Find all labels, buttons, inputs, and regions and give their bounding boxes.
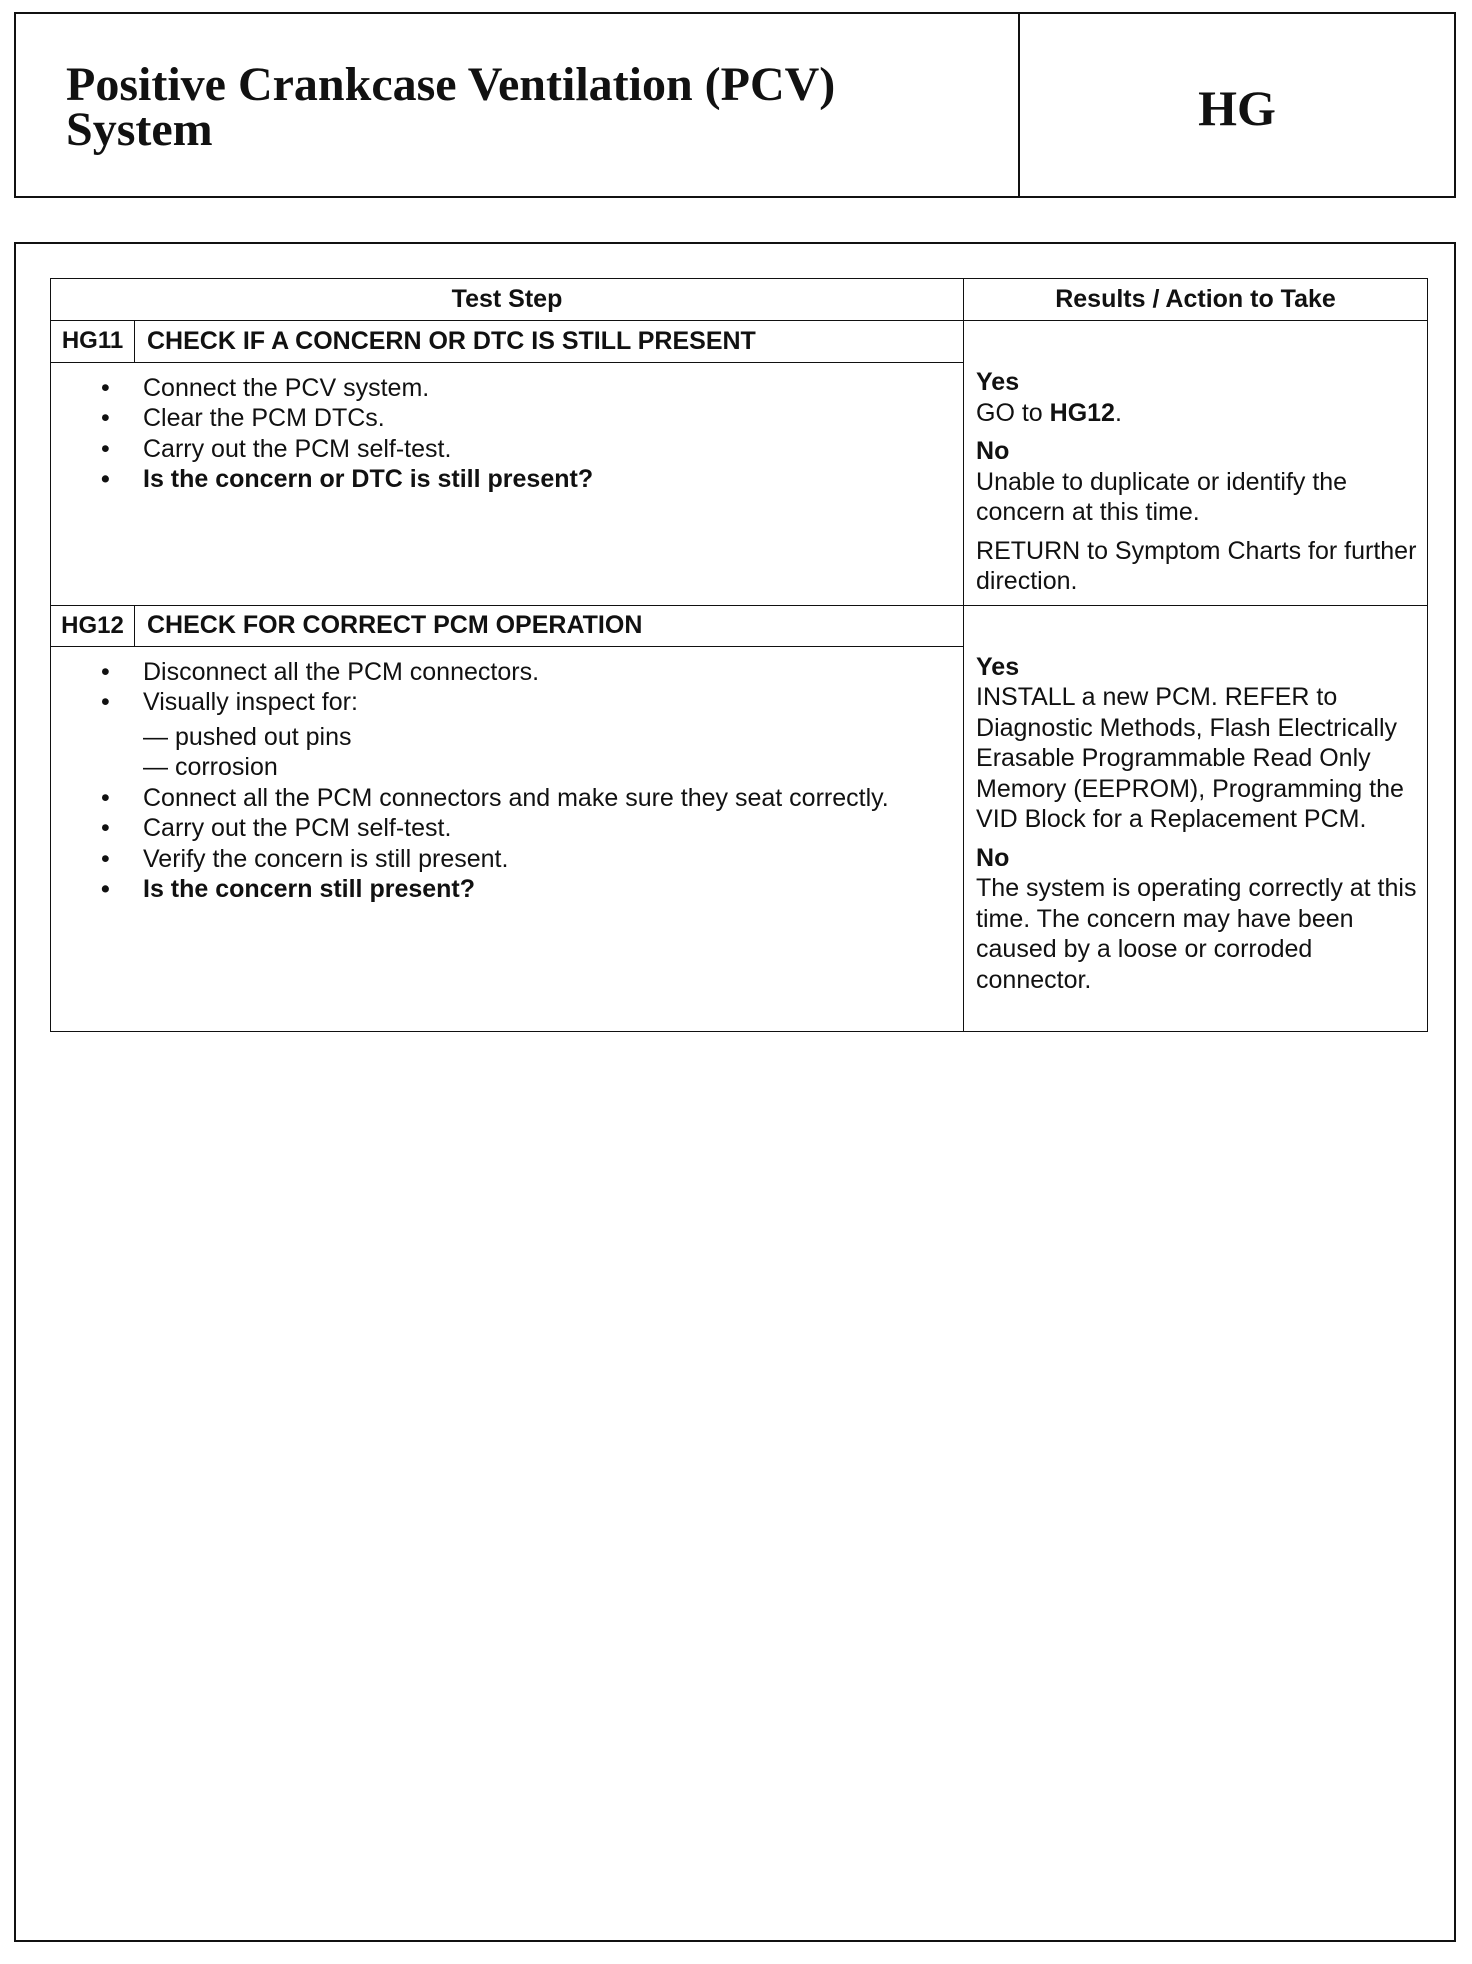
section-title [16,14,1020,196]
page-header [14,12,1456,198]
instruction-item: • Connect all the PCM connectors and make sure they seat correctly. [143,783,963,814]
yes-action: INSTALL a new PCM. REFER to Diagnostic Methods, Flash Electrically Erasable Programmable Read Only Memory (EEPROM), Programming the VID Block for a Replacement PCM. [976,683,1404,833]
step-results-hg12 [964,605,1428,1031]
instruction-item: • Carry out the PCM self-test. [143,813,963,844]
column-header-test-step: Test Step [51,279,964,321]
yes-action-suffix: . [1114,398,1122,427]
instruction-item [143,687,963,783]
yes-action [976,398,1423,429]
step-title: CHECK IF A CONCERN OR DTC IS STILL PRESENT [135,321,964,363]
content-frame [14,242,1456,1942]
step-instructions [51,647,963,905]
instruction-item: • Verify the concern is still present. [143,844,963,875]
subitem: — corrosion [143,753,278,781]
instruction-question: • Is the concern still present? [143,874,963,905]
yes-label: Yes [976,652,1020,681]
instruction-question: • Is the concern or DTC is still present? [143,464,963,495]
section-title-line2: System [66,103,213,156]
instruction-item: • Clear the PCM DTCs. [143,403,963,434]
yes-action-ref: HG12 [1049,398,1115,427]
step-title: CHECK FOR CORRECT PCM OPERATION [135,605,964,646]
instruction-item: • Carry out the PCM self-test. [143,434,963,465]
inspection-subitems [143,718,963,783]
section-code: HG [1198,80,1276,136]
step-id: HG12 [51,605,135,646]
no-action: The system is operating correctly at this time. The concern may have been caused by a loose or corroded connector. [976,874,1417,994]
no-action-return: RETURN to Symptom Charts for further direction. [976,536,1417,595]
step-id: HG11 [51,321,135,363]
step-instructions [51,363,963,495]
subitem: — pushed out pins [143,722,352,751]
instruction-item-text: Visually inspect for: [143,688,358,716]
instruction-item: • Connect the PCV system. [143,373,963,404]
test-step-table [50,278,1428,1032]
step-results-hg11 [964,321,1428,606]
step-body-hg12 [51,646,964,1031]
table-header-row [51,279,1428,321]
step-title-row-hg11 [51,321,1428,363]
yes-label: Yes [976,368,1020,396]
step-title-row-hg12 [51,605,1428,646]
no-label: No [976,437,1010,465]
step-body-hg11 [51,362,964,605]
column-header-results: Results / Action to Take [964,279,1428,321]
no-label: No [976,843,1010,872]
instruction-item: • Disconnect all the PCM connectors. [143,657,963,688]
no-action: Unable to duplicate or identify the concern at this time. [976,467,1348,526]
yes-action-text: GO to [976,398,1050,427]
section-title-line1: Positive Crankcase Ventilation (PCV) [66,58,836,111]
